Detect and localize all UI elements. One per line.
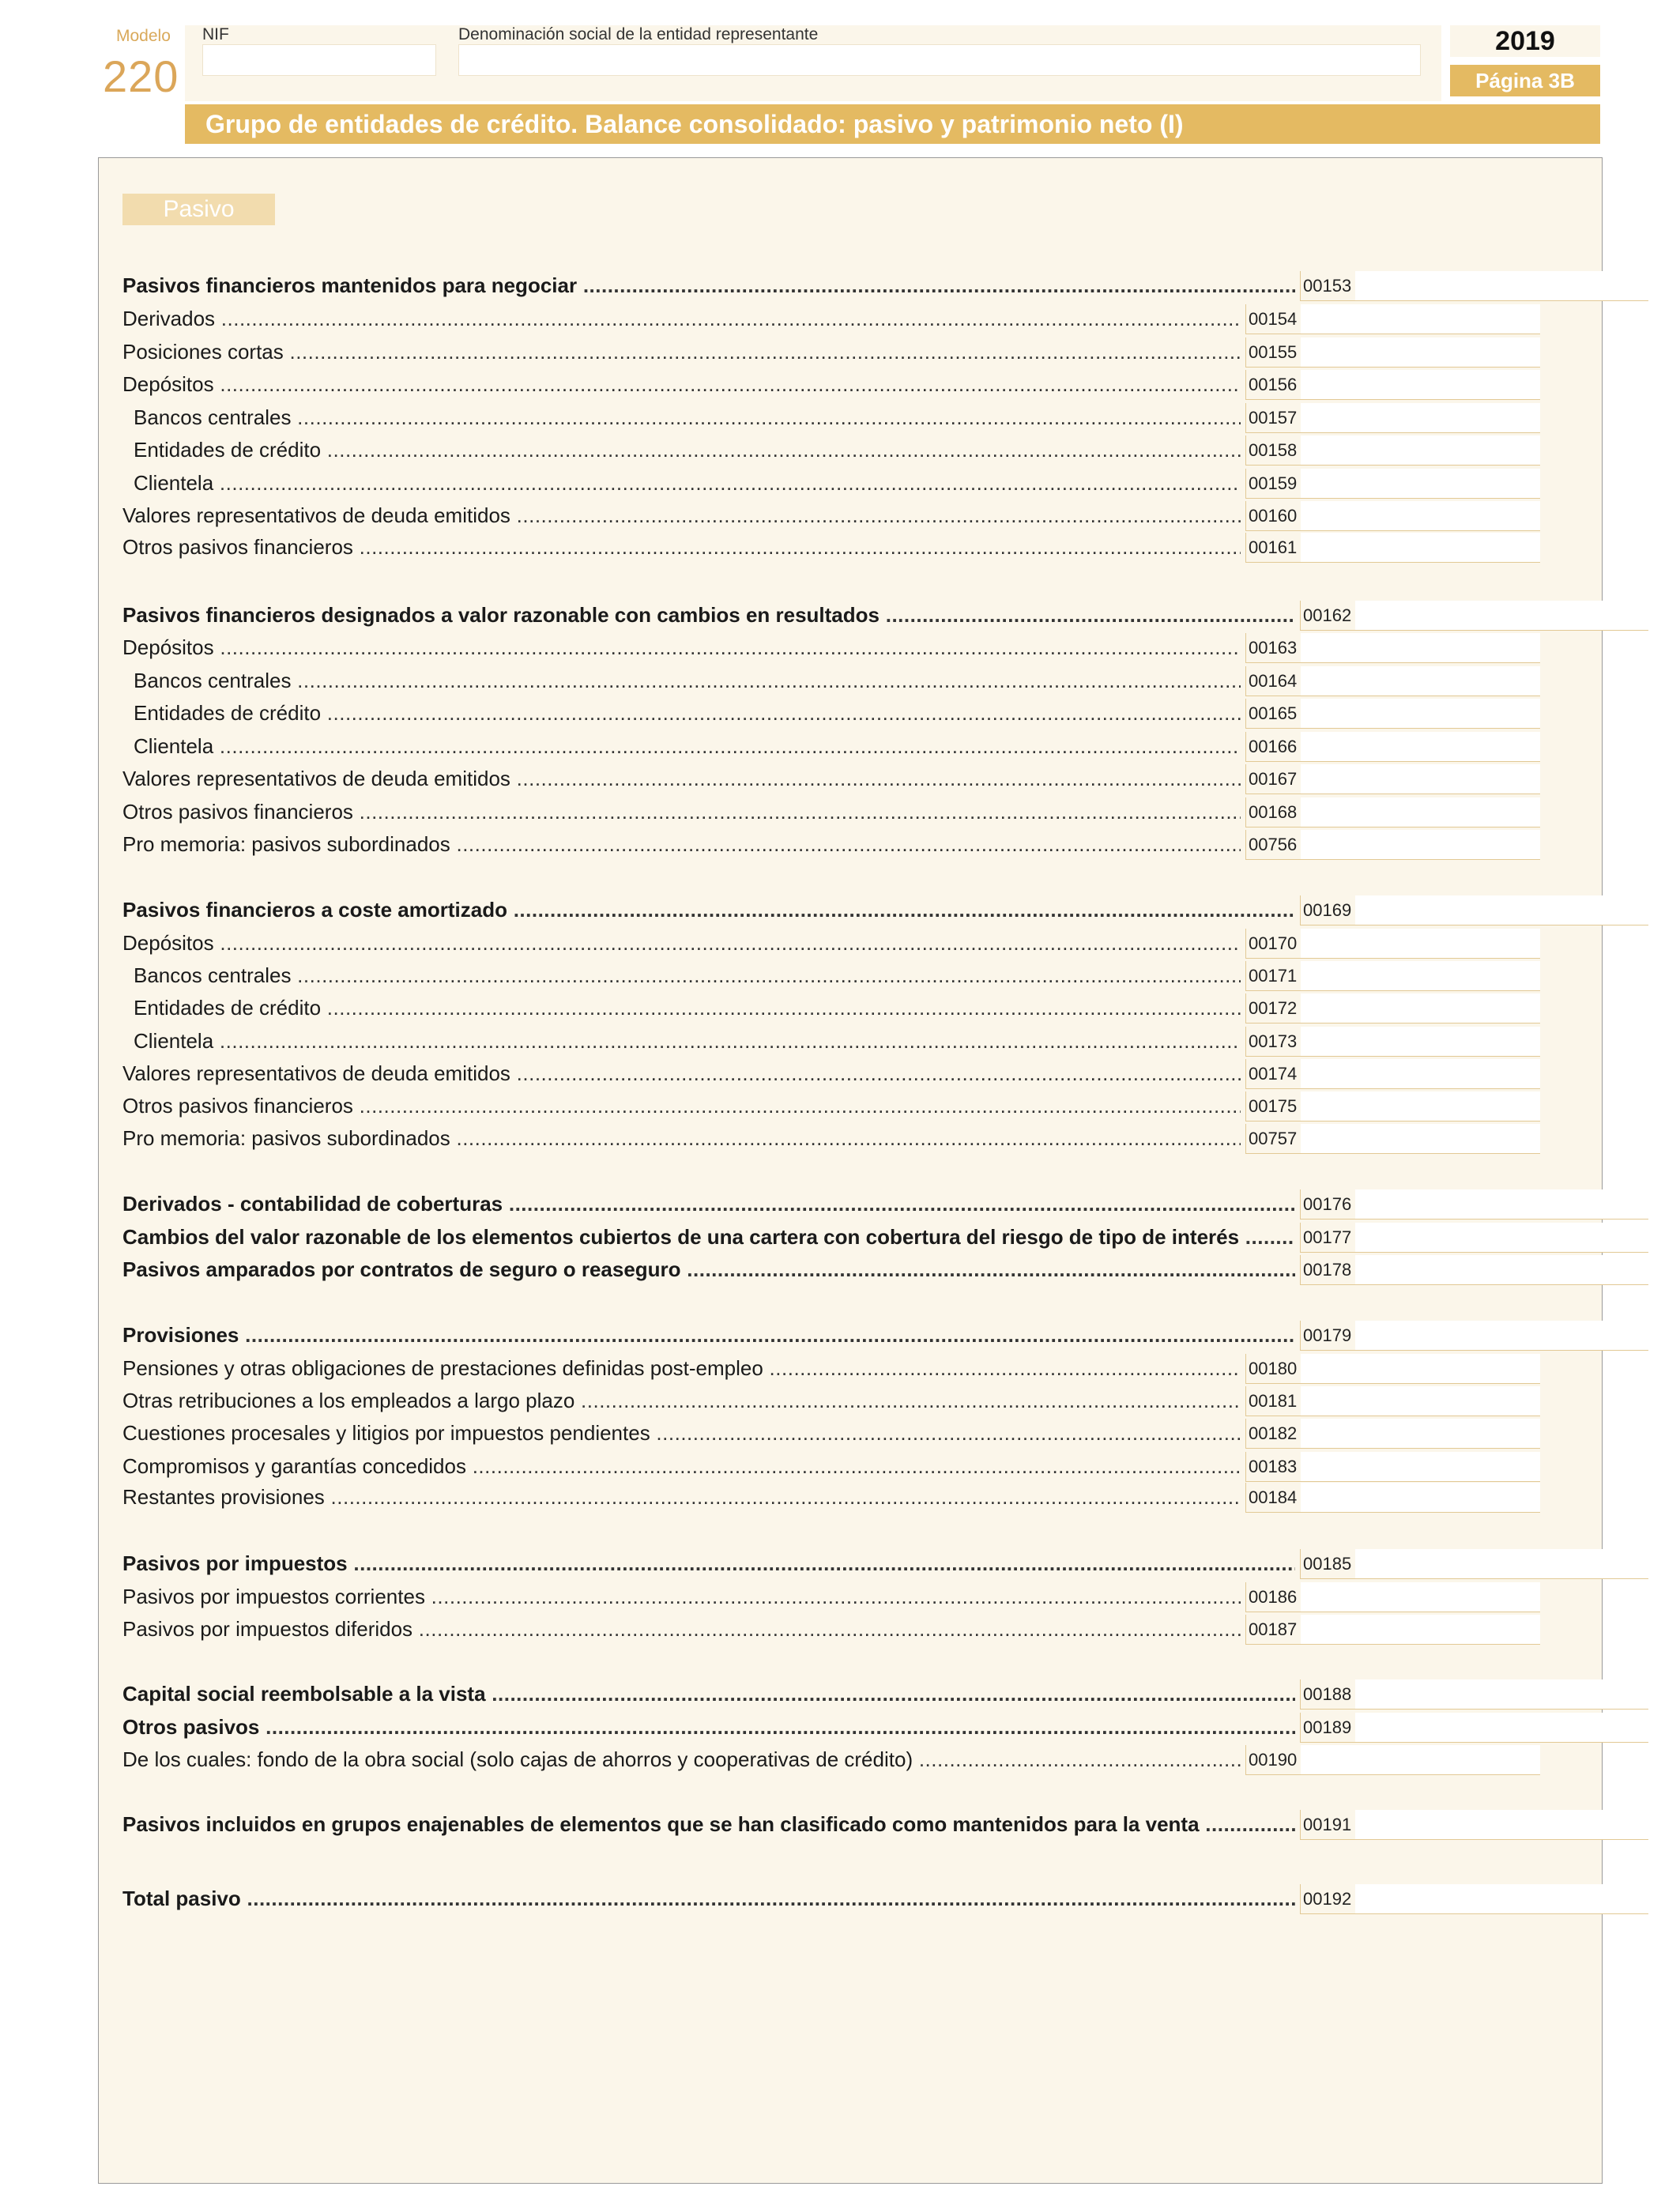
nif-field[interactable]: [202, 44, 436, 76]
nif-label: NIF: [202, 25, 229, 43]
amount-field-00162[interactable]: [1355, 601, 1648, 631]
row-code: 00184: [1245, 1483, 1301, 1513]
row-label: Otros pasivos .....: [122, 1713, 1295, 1741]
amount-field-00173[interactable]: [1301, 1027, 1540, 1057]
row-label: Otros pasivos financieros .....: [122, 533, 1241, 561]
row-label: Otras retribuciones a los empleados a largo plazo .....: [122, 1386, 1241, 1415]
amount-field-00179[interactable]: [1355, 1321, 1648, 1351]
amount-field-00177[interactable]: [1355, 1223, 1648, 1253]
row-code: 00173: [1245, 1027, 1301, 1057]
modelo-label: Modelo: [116, 27, 171, 45]
row-code: 00169: [1300, 895, 1355, 925]
denominacion-label: Denominación social de la entidad representante: [458, 25, 819, 43]
row-code: 00172: [1245, 993, 1301, 1023]
amount-field-00157[interactable]: [1301, 403, 1540, 433]
amount-field-00756[interactable]: [1301, 830, 1540, 860]
amount-field-00166[interactable]: [1301, 732, 1540, 762]
amount-field-00172[interactable]: [1301, 993, 1540, 1023]
row-code: 00168: [1245, 797, 1301, 827]
row-code: 00756: [1245, 830, 1301, 860]
amount-field-00160[interactable]: [1301, 501, 1540, 531]
row-code: 00177: [1300, 1223, 1355, 1253]
row-label: Pasivos por impuestos corrientes .....: [122, 1582, 1241, 1611]
row-label: Depósitos .....: [122, 633, 1241, 662]
amount-field-00183[interactable]: [1301, 1452, 1540, 1482]
row-label: Bancos centrales .....: [122, 403, 1241, 432]
amount-field-00178[interactable]: [1355, 1255, 1648, 1285]
row-code: 00191: [1300, 1810, 1355, 1840]
amount-field-00181[interactable]: [1301, 1386, 1540, 1416]
amount-field-00191[interactable]: [1355, 1810, 1648, 1840]
row-label: Restantes provisiones .....: [122, 1483, 1241, 1511]
row-label: Depósitos .....: [122, 370, 1241, 398]
row-code: 00189: [1300, 1713, 1355, 1743]
row-label: Clientela .....: [122, 732, 1241, 760]
row-label: Pro memoria: pasivos subordinados .....: [122, 830, 1241, 858]
row-code: 00192: [1300, 1884, 1355, 1914]
row-label: Pasivos financieros a coste amortizado .....: [122, 895, 1295, 924]
row-label: Derivados - contabilidad de coberturas .....: [122, 1189, 1295, 1218]
row-code: 00162: [1300, 601, 1355, 631]
row-code: 00187: [1245, 1615, 1301, 1645]
row-label: Bancos centrales .....: [122, 961, 1241, 990]
amount-field-00174[interactable]: [1301, 1059, 1540, 1089]
row-code: 00157: [1245, 403, 1301, 433]
row-label: Pensiones y otras obligaciones de prestaciones definidas post-empleo .....: [122, 1354, 1241, 1382]
amount-field-00192[interactable]: [1355, 1884, 1648, 1914]
row-code: 00154: [1245, 304, 1301, 334]
row-label: Capital social reembolsable a la vista .....: [122, 1679, 1295, 1708]
page-title: Grupo de entidades de crédito. Balance consolidado: pasivo y patrimonio neto (I): [185, 104, 1600, 144]
amount-field-00190[interactable]: [1301, 1745, 1540, 1775]
row-label: Pasivos financieros mantenidos para negociar .....: [122, 271, 1295, 300]
amount-field-00189[interactable]: [1355, 1713, 1648, 1743]
amount-field-00185[interactable]: [1355, 1549, 1648, 1579]
amount-field-00757[interactable]: [1301, 1124, 1540, 1154]
row-label: Pasivos por impuestos diferidos .....: [122, 1615, 1241, 1643]
row-label: Valores representativos de deuda emitidos .....: [122, 501, 1241, 530]
row-label: Entidades de crédito .....: [122, 699, 1241, 727]
row-label: Derivados .....: [122, 304, 1241, 333]
amount-field-00186[interactable]: [1301, 1582, 1540, 1612]
row-label: Pasivos incluidos en grupos enajenables de elementos que se han clasificado como mantenidos para la venta .....: [122, 1810, 1295, 1838]
row-code: 00167: [1245, 764, 1301, 794]
amount-field-00154[interactable]: [1301, 304, 1540, 334]
row-code: 00176: [1300, 1189, 1355, 1220]
row-code: 00160: [1245, 501, 1301, 531]
amount-field-00155[interactable]: [1301, 337, 1540, 368]
row-label: Posiciones cortas .....: [122, 337, 1241, 366]
row-code: 00178: [1300, 1255, 1355, 1285]
row-code: 00170: [1245, 929, 1301, 959]
row-label: Clientela .....: [122, 1027, 1241, 1055]
row-label: Pro memoria: pasivos subordinados .....: [122, 1124, 1241, 1152]
row-code: 00188: [1300, 1679, 1355, 1710]
page-label: Página 3B: [1450, 65, 1600, 96]
row-code: 00185: [1300, 1549, 1355, 1579]
row-label: Depósitos .....: [122, 929, 1241, 957]
row-code: 00155: [1245, 337, 1301, 368]
row-label: Bancos centrales .....: [122, 666, 1241, 695]
amount-field-00176[interactable]: [1355, 1189, 1648, 1220]
amount-field-00168[interactable]: [1301, 797, 1540, 827]
row-label: Pasivos amparados por contratos de seguro o reaseguro .....: [122, 1255, 1295, 1284]
row-label: Entidades de crédito .....: [122, 993, 1241, 1022]
row-code: 00181: [1245, 1386, 1301, 1416]
amount-field-00169[interactable]: [1355, 895, 1648, 925]
amount-field-00165[interactable]: [1301, 699, 1540, 729]
amount-field-00180[interactable]: [1301, 1354, 1540, 1384]
denominacion-field[interactable]: [458, 44, 1421, 76]
row-label: Provisiones .....: [122, 1321, 1295, 1349]
row-code: 00166: [1245, 732, 1301, 762]
section-label-pasivo: Pasivo: [122, 194, 275, 225]
amount-field-00161[interactable]: [1301, 533, 1540, 563]
row-code: 00757: [1245, 1124, 1301, 1154]
row-label: Valores representativos de deuda emitidos .....: [122, 1059, 1241, 1088]
row-code: 00159: [1245, 469, 1301, 499]
modelo-number: 220: [103, 51, 179, 101]
row-label: Cambios del valor razonable de los elementos cubiertos de una cartera con cobertura del riesgo de tipo de interés .....: [122, 1223, 1295, 1251]
row-label: Total pasivo .....: [122, 1884, 1295, 1913]
amount-field-00167[interactable]: [1301, 764, 1540, 794]
amount-field-00153[interactable]: [1355, 271, 1648, 301]
row-code: 00165: [1245, 699, 1301, 729]
row-label: Otros pasivos financieros .....: [122, 1091, 1241, 1120]
row-code: 00164: [1245, 666, 1301, 696]
amount-field-00163[interactable]: [1301, 633, 1540, 663]
amount-field-00156[interactable]: [1301, 370, 1540, 400]
amount-field-00164[interactable]: [1301, 666, 1540, 696]
amount-field-00188[interactable]: [1355, 1679, 1648, 1710]
row-label: Cuestiones procesales y litigios por impuestos pendientes .....: [122, 1419, 1241, 1447]
header-box: [185, 25, 1441, 101]
row-code: 00163: [1245, 633, 1301, 663]
row-code: 00182: [1245, 1419, 1301, 1449]
amount-field-00170[interactable]: [1301, 929, 1540, 959]
row-label: Entidades de crédito .....: [122, 435, 1241, 464]
row-code: 00161: [1245, 533, 1301, 563]
amount-field-00187[interactable]: [1301, 1615, 1540, 1645]
row-code: 00180: [1245, 1354, 1301, 1384]
amount-field-00171[interactable]: [1301, 961, 1540, 991]
row-code: 00171: [1245, 961, 1301, 991]
row-code: 00186: [1245, 1582, 1301, 1612]
row-code: 00190: [1245, 1745, 1301, 1775]
row-label: Valores representativos de deuda emitidos .....: [122, 764, 1241, 793]
row-code: 00183: [1245, 1452, 1301, 1482]
row-label: Compromisos y garantías concedidos .....: [122, 1452, 1241, 1480]
amount-field-00159[interactable]: [1301, 469, 1540, 499]
row-label: Clientela .....: [122, 469, 1241, 497]
amount-field-00175[interactable]: [1301, 1091, 1540, 1122]
year-label: 2019: [1450, 25, 1600, 57]
row-code: 00158: [1245, 435, 1301, 466]
amount-field-00184[interactable]: [1301, 1483, 1540, 1513]
row-code: 00153: [1300, 271, 1355, 301]
row-label: Pasivos financieros designados a valor razonable con cambios en resultados .....: [122, 601, 1295, 629]
row-code: 00179: [1300, 1321, 1355, 1351]
row-code: 00156: [1245, 370, 1301, 400]
row-label: De los cuales: fondo de la obra social (solo cajas de ahorros y cooperativas de crédito) .....: [122, 1745, 1241, 1774]
row-label: Pasivos por impuestos .....: [122, 1549, 1295, 1578]
row-label: Otros pasivos financieros .....: [122, 797, 1241, 826]
row-code: 00174: [1245, 1059, 1301, 1089]
amount-field-00182[interactable]: [1301, 1419, 1540, 1449]
row-code: 00175: [1245, 1091, 1301, 1122]
amount-field-00158[interactable]: [1301, 435, 1540, 466]
